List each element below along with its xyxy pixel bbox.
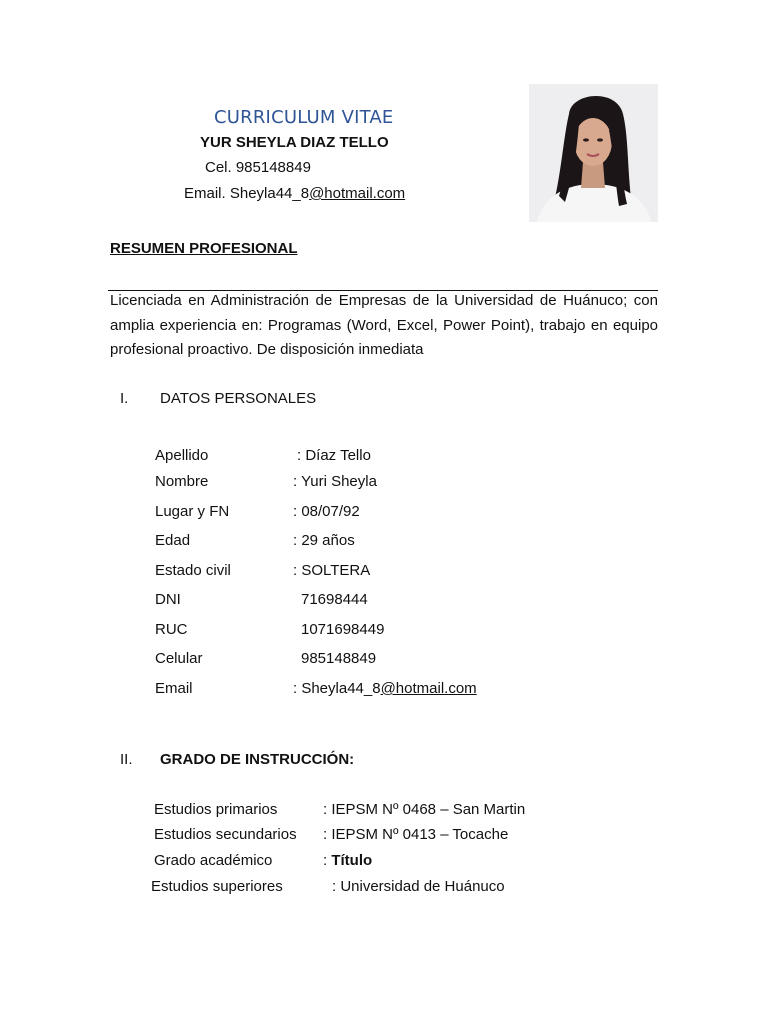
grado-prefix: : [323, 852, 332, 869]
estudios-row-grado [154, 852, 373, 869]
row-value: : IEPSM Nº 0413 – Tocache [323, 826, 509, 843]
row-value: : SOLTERA [293, 562, 371, 579]
row-label: Edad [155, 532, 191, 549]
section-2-numeral: II. [120, 751, 133, 768]
row-label: Estudios superiores [151, 878, 283, 895]
datos-row-lugar-fn [155, 503, 360, 520]
email-value-link[interactable]: @hotmail.com [380, 680, 477, 697]
datos-row-edad [155, 532, 355, 549]
datos-row-nombre [155, 473, 377, 490]
row-value: : Díaz Tello [297, 447, 371, 464]
row-label: Estado civil [155, 562, 231, 579]
datos-row-apellido [155, 447, 371, 464]
estudios-row-secundarios [154, 826, 509, 843]
estudios-row-primarios [154, 801, 526, 818]
full-name: YUR SHEYLA DIAZ TELLO [200, 134, 389, 151]
grado-value: Título [331, 852, 373, 869]
row-label: DNI [155, 591, 181, 608]
email-link[interactable]: @hotmail.com [309, 185, 406, 202]
datos-row-estado-civil [155, 562, 371, 579]
summary-heading: RESUMEN PROFESIONAL [110, 240, 298, 257]
summary-line: profesional proactivo. De disposición inmediata [110, 341, 424, 358]
datos-row-ruc [155, 621, 385, 638]
row-value: 71698444 [301, 591, 368, 608]
row-label: RUC [155, 621, 188, 638]
phone-line: Cel. 985148849 [205, 159, 311, 176]
row-label: Grado académico [154, 852, 273, 869]
datos-row-email [155, 680, 477, 697]
datos-row-dni [155, 591, 368, 608]
section-1-heading: DATOS PERSONALES [160, 390, 317, 407]
row-label: Estudios secundarios [154, 826, 297, 843]
section-2-heading: GRADO DE INSTRUCCIÓN: [160, 751, 355, 768]
row-value [323, 852, 372, 869]
section-1-numeral: I. [120, 390, 129, 407]
estudios-row-superiores [151, 878, 505, 895]
row-value: : 08/07/92 [293, 503, 360, 520]
row-label: Estudios primarios [154, 801, 278, 818]
row-value: : Universidad de Huánuco [332, 878, 505, 895]
summary-line: Licenciada en Administración de Empresas de la Universidad de Huánuco; con [110, 292, 658, 309]
row-label: Celular [155, 650, 203, 667]
row-value: 1071698449 [301, 621, 385, 638]
row-value: : IEPSM Nº 0468 – San Martin [323, 801, 526, 818]
row-value: : Yuri Sheyla [293, 473, 377, 490]
row-label: Email [155, 680, 193, 697]
row-value [293, 680, 477, 697]
row-label: Apellido [155, 447, 209, 464]
row-value: 985148849 [301, 650, 377, 667]
email-prefix: Email. Sheyla44_8 [184, 185, 310, 202]
profile-photo [529, 84, 658, 222]
cv-title: CURRICULUM VITAE [214, 107, 394, 128]
email-value-prefix: : Sheyla44_8 [293, 680, 381, 697]
datos-row-celular [155, 650, 377, 667]
summary-text [110, 289, 658, 363]
summary-line: amplia experiencia en: Programas (Word, Excel, Power Point), trabajo en equipo [110, 316, 658, 334]
email-line [184, 185, 405, 202]
row-value: : 29 años [293, 532, 355, 549]
row-label: Nombre [155, 473, 209, 490]
row-label: Lugar y FN [155, 503, 230, 520]
